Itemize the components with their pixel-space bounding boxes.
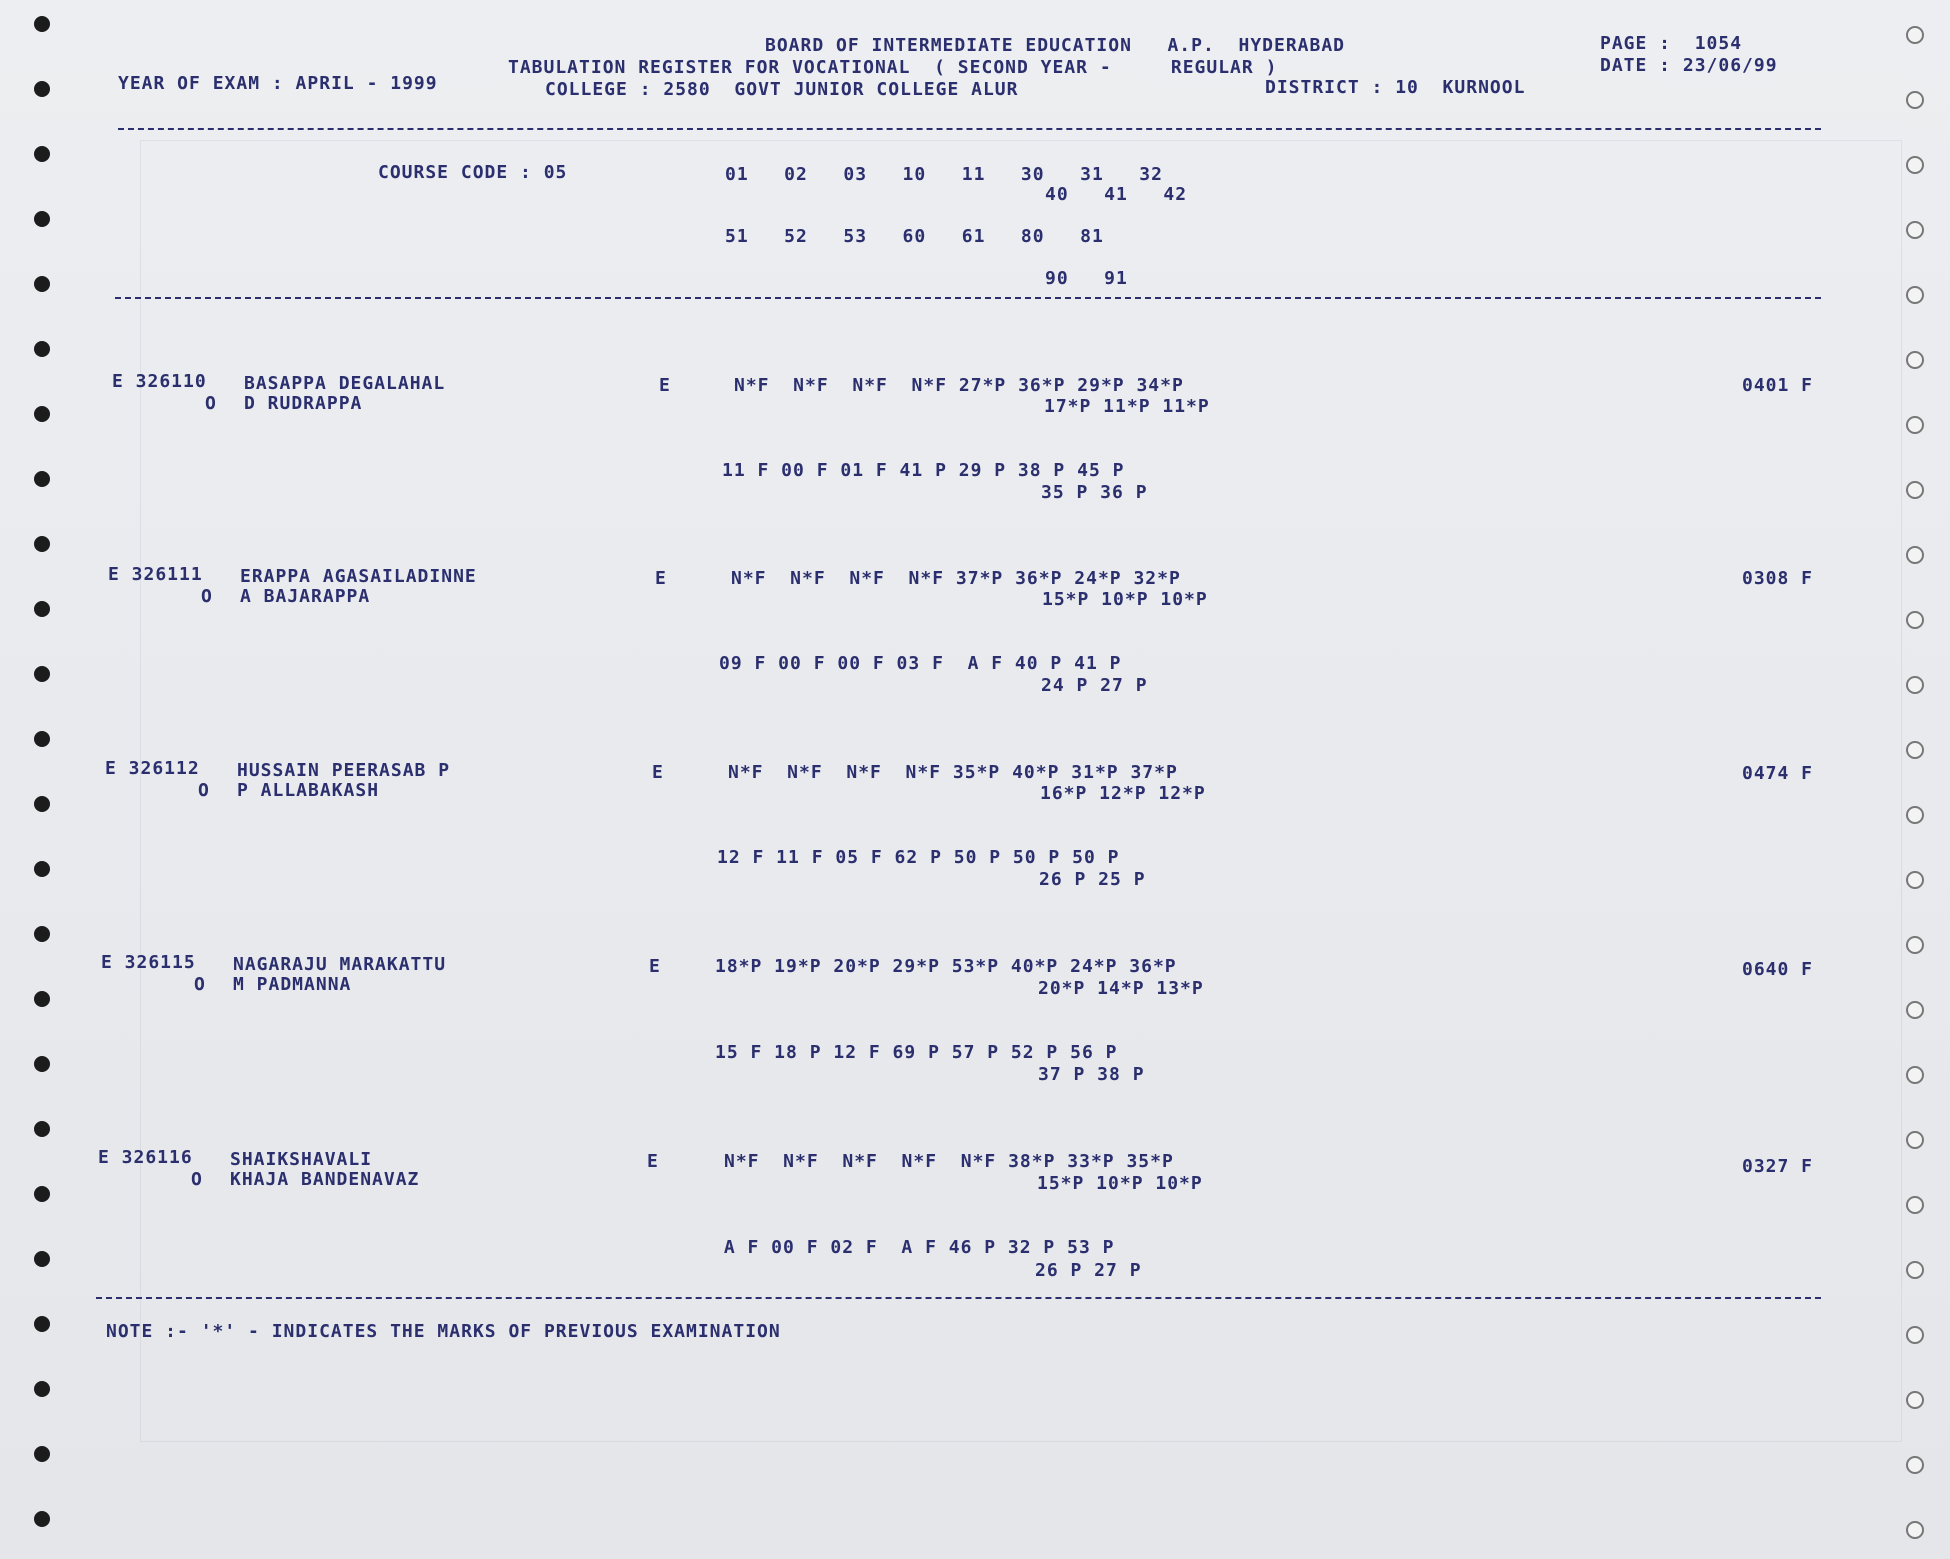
total-result: 0308 F <box>1742 568 1814 589</box>
feed-hole <box>34 1121 50 1137</box>
feed-hole <box>34 731 50 747</box>
medium: E <box>652 762 664 783</box>
marks-row2b: 26 P 25 P <box>1039 869 1146 890</box>
feed-hole <box>1906 1326 1924 1344</box>
parent-code: O <box>194 974 206 995</box>
parent-name: P ALLABAKASH <box>237 780 380 801</box>
feed-hole <box>1906 741 1924 759</box>
marks-row2b: 35 P 36 P <box>1041 482 1148 503</box>
subject-codes-row3: 90 91 <box>1045 268 1128 289</box>
feed-hole <box>1906 871 1924 889</box>
feed-hole <box>34 1056 50 1072</box>
register-title: TABULATION REGISTER FOR VOCATIONAL ( SECOND YEAR - REGULAR ) <box>508 57 1278 78</box>
course-code: COURSE CODE : 05 <box>378 162 568 183</box>
parent-name: D RUDRAPPA <box>244 393 363 414</box>
board-title: BOARD OF INTERMEDIATE EDUCATION A.P. HYDERABAD <box>765 35 1346 56</box>
roll-number: E 326116 <box>98 1147 193 1168</box>
marks-row2: 12 F 11 F 05 F 62 P 50 P 50 P 50 P <box>717 847 1120 868</box>
marks-row2: 09 F 00 F 00 F 03 F A F 40 P 41 P <box>719 653 1122 674</box>
marks-row1b: 15*P 10*P 10*P <box>1042 589 1208 610</box>
feed-hole <box>34 536 50 552</box>
total-result: 0401 F <box>1742 375 1814 396</box>
feed-hole <box>1906 676 1924 694</box>
feed-hole <box>34 991 50 1007</box>
student-name: BASAPPA DEGALAHAL <box>244 373 446 394</box>
roll-number: E 326112 <box>105 758 200 779</box>
feed-hole <box>34 406 50 422</box>
feed-hole <box>1906 936 1924 954</box>
feed-hole <box>34 1511 50 1527</box>
feed-hole <box>34 796 50 812</box>
feed-hole <box>1906 481 1924 499</box>
marks-row1b: 20*P 14*P 13*P <box>1038 978 1204 999</box>
district-info: DISTRICT : 10 KURNOOL <box>1265 77 1526 98</box>
feed-hole <box>1906 1066 1924 1084</box>
print-date: DATE : 23/06/99 <box>1600 55 1778 76</box>
medium: E <box>649 956 661 977</box>
student-name: SHAIKSHAVALI <box>230 1149 373 1170</box>
feed-hole <box>1906 1456 1924 1474</box>
feed-hole <box>34 1316 50 1332</box>
feed-hole <box>1906 546 1924 564</box>
feed-hole <box>1906 1391 1924 1409</box>
feed-hole <box>1906 1196 1924 1214</box>
medium: E <box>659 375 671 396</box>
parent-code: O <box>191 1169 203 1190</box>
feed-hole <box>34 601 50 617</box>
marks-row1: N*F N*F N*F N*F N*F 38*P 33*P 35*P <box>724 1151 1174 1172</box>
parent-name: A BAJARAPPA <box>240 586 371 607</box>
marks-row1b: 16*P 12*P 12*P <box>1040 783 1206 804</box>
feed-hole <box>34 926 50 942</box>
marks-row2b: 26 P 27 P <box>1035 1260 1142 1281</box>
feed-hole <box>34 211 50 227</box>
feed-hole <box>1906 806 1924 824</box>
feed-hole <box>1906 91 1924 109</box>
feed-hole <box>34 1446 50 1462</box>
marks-row1: N*F N*F N*F N*F 35*P 40*P 31*P 37*P <box>728 762 1178 783</box>
student-name: NAGARAJU MARAKATTU <box>233 954 447 975</box>
subject-codes-row1: 01 02 03 10 11 30 31 32 <box>725 164 1163 185</box>
marks-row1: 18*P 19*P 20*P 29*P 53*P 40*P 24*P 36*P <box>715 956 1177 977</box>
marks-row2b: 24 P 27 P <box>1041 675 1148 696</box>
feed-hole <box>34 666 50 682</box>
feed-hole <box>34 341 50 357</box>
feed-hole <box>34 276 50 292</box>
year-of-exam: YEAR OF EXAM : APRIL - 1999 <box>118 73 438 94</box>
feed-hole <box>1906 221 1924 239</box>
feed-hole <box>1906 416 1924 434</box>
college-info: COLLEGE : 2580 GOVT JUNIOR COLLEGE ALUR <box>545 79 1019 100</box>
feed-hole <box>1906 156 1924 174</box>
marks-row2: A F 00 F 02 F A F 46 P 32 P 53 P <box>712 1237 1115 1258</box>
parent-code: O <box>201 586 213 607</box>
parent-code: O <box>205 393 217 414</box>
medium: E <box>655 568 667 589</box>
marks-row2: 15 F 18 P 12 F 69 P 57 P 52 P 56 P <box>715 1042 1118 1063</box>
roll-number: E 326111 <box>108 564 203 585</box>
total-result: 0327 F <box>1742 1156 1814 1177</box>
student-name: ERAPPA AGASAILADINNE <box>240 566 477 587</box>
page-number: PAGE : 1054 <box>1600 33 1743 54</box>
feed-hole <box>34 1381 50 1397</box>
marks-row1b: 15*P 10*P 10*P <box>1037 1173 1203 1194</box>
feed-hole <box>34 471 50 487</box>
course-divider <box>115 297 1821 299</box>
total-result: 0640 F <box>1742 959 1814 980</box>
feed-hole <box>34 16 50 32</box>
marks-row1: N*F N*F N*F N*F 37*P 36*P 24*P 32*P <box>731 568 1181 589</box>
feed-hole <box>1906 1521 1924 1539</box>
subject-codes-row2: 51 52 53 60 61 80 81 <box>725 226 1104 247</box>
marks-row1: N*F N*F N*F N*F 27*P 36*P 29*P 34*P <box>734 375 1184 396</box>
feed-hole <box>1906 1001 1924 1019</box>
marks-row1b: 17*P 11*P 11*P <box>1044 396 1210 417</box>
feed-hole <box>1906 1131 1924 1149</box>
feed-hole <box>1906 286 1924 304</box>
total-result: 0474 F <box>1742 763 1814 784</box>
student-name: HUSSAIN PEERASAB P <box>237 760 451 781</box>
subject-codes-row1b: 40 41 42 <box>1045 184 1188 205</box>
feed-hole <box>1906 611 1924 629</box>
marks-row2b: 37 P 38 P <box>1038 1064 1145 1085</box>
medium: E <box>647 1151 659 1172</box>
parent-code: O <box>198 780 210 801</box>
feed-hole <box>34 1251 50 1267</box>
feed-hole <box>34 81 50 97</box>
header-divider <box>118 128 1821 130</box>
footer-divider <box>96 1297 1821 1299</box>
feed-hole <box>34 1186 50 1202</box>
feed-hole <box>34 861 50 877</box>
feed-hole <box>1906 351 1924 369</box>
roll-number: E 326110 <box>112 371 207 392</box>
marks-row2: 11 F 00 F 01 F 41 P 29 P 38 P 45 P <box>722 460 1125 481</box>
feed-hole <box>1906 26 1924 44</box>
parent-name: M PADMANNA <box>233 974 352 995</box>
feed-hole <box>1906 1261 1924 1279</box>
footnote: NOTE :- '*' - INDICATES THE MARKS OF PREVIOUS EXAMINATION <box>106 1321 781 1342</box>
roll-number: E 326115 <box>101 952 196 973</box>
parent-name: KHAJA BANDENAVAZ <box>230 1169 420 1190</box>
feed-hole <box>34 146 50 162</box>
